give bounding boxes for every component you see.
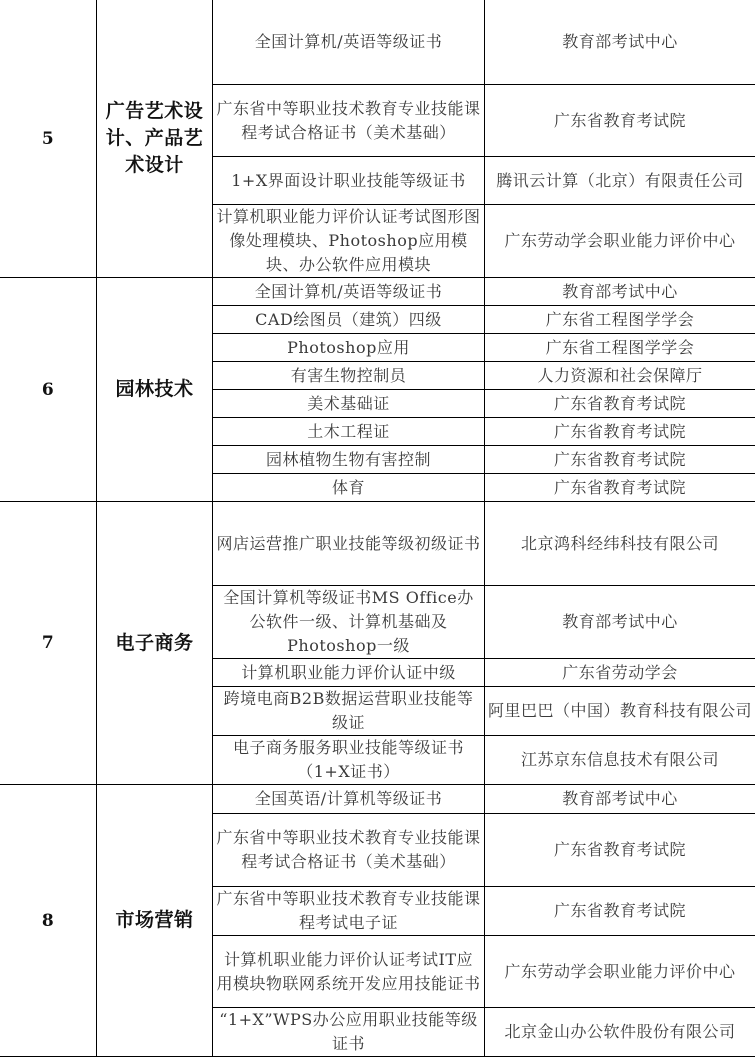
issuing-body: 教育部考试中心 bbox=[485, 586, 755, 659]
certificate-name: 网店运营推广职业技能等级初级证书 bbox=[213, 502, 485, 586]
issuing-body: 教育部考试中心 bbox=[485, 785, 755, 814]
issuing-body: 江苏京东信息技术有限公司 bbox=[485, 736, 755, 785]
certificate-name: “1+X”WPS办公应用职业技能等级证书 bbox=[213, 1008, 485, 1057]
certificate-name: 全国计算机/英语等级证书 bbox=[213, 278, 485, 306]
issuing-body: 教育部考试中心 bbox=[485, 0, 755, 85]
table-row bbox=[0, 502, 755, 586]
issuing-body: 教育部考试中心 bbox=[485, 278, 755, 306]
certificate-name: 广东省中等职业技术教育专业技能课程考试合格证书（美术基础） bbox=[213, 814, 485, 887]
issuing-body: 阿里巴巴（中国）教育科技有限公司 bbox=[485, 687, 755, 736]
certificate-name: 美术基础证 bbox=[213, 390, 485, 418]
group-number: 7 bbox=[0, 502, 97, 785]
issuing-body: 广东省劳动学会 bbox=[485, 659, 755, 687]
issuing-body: 广东省工程图学学会 bbox=[485, 306, 755, 334]
certificate-name: 计算机职业能力评价认证考试图形图像处理模块、Photoshop应用模块、办公软件应用模块 bbox=[213, 205, 485, 278]
certificate-name: Photoshop应用 bbox=[213, 334, 485, 362]
major-name: 市场营销 bbox=[97, 785, 213, 1057]
table-row bbox=[0, 785, 755, 814]
issuing-body: 人力资源和社会保障厅 bbox=[485, 362, 755, 390]
certificate-name: 体育 bbox=[213, 474, 485, 502]
issuing-body: 广东省教育考试院 bbox=[485, 474, 755, 502]
certificate-name: 跨境电商B2B数据运营职业技能等级证 bbox=[213, 687, 485, 736]
group-number: 5 bbox=[0, 0, 97, 278]
group-number: 6 bbox=[0, 278, 97, 502]
table-row bbox=[0, 278, 755, 306]
major-name: 电子商务 bbox=[97, 502, 213, 785]
certificate-name: 电子商务服务职业技能等级证书（1+X证书） bbox=[213, 736, 485, 785]
table-row bbox=[0, 0, 755, 85]
major-name: 广告艺术设计、产品艺术设计 bbox=[97, 0, 213, 278]
group-number: 8 bbox=[0, 785, 97, 1057]
major-name: 园林技术 bbox=[97, 278, 213, 502]
issuing-body: 广东劳动学会职业能力评价中心 bbox=[485, 205, 755, 278]
certificate-name: 广东省中等职业技术教育专业技能课程考试电子证 bbox=[213, 887, 485, 936]
certificate-name: 广东省中等职业技术教育专业技能课程考试合格证书（美术基础） bbox=[213, 85, 485, 157]
certificate-name: CAD绘图员（建筑）四级 bbox=[213, 306, 485, 334]
issuing-body: 广东省教育考试院 bbox=[485, 85, 755, 157]
issuing-body: 广东省工程图学学会 bbox=[485, 334, 755, 362]
certificate-name: 土木工程证 bbox=[213, 418, 485, 446]
issuing-body: 广东省教育考试院 bbox=[485, 390, 755, 418]
certificate-name: 全国计算机/英语等级证书 bbox=[213, 0, 485, 85]
certificate-name: 有害生物控制员 bbox=[213, 362, 485, 390]
issuing-body: 广东省教育考试院 bbox=[485, 446, 755, 474]
issuing-body: 广东劳动学会职业能力评价中心 bbox=[485, 936, 755, 1008]
certificate-name: 1+X界面设计职业技能等级证书 bbox=[213, 157, 485, 205]
issuing-body: 北京金山办公软件股份有限公司 bbox=[485, 1008, 755, 1057]
certificate-name: 计算机职业能力评价认证中级 bbox=[213, 659, 485, 687]
issuing-body: 北京鸿科经纬科技有限公司 bbox=[485, 502, 755, 586]
certificate-name: 全国英语/计算机等级证书 bbox=[213, 785, 485, 814]
issuing-body: 广东省教育考试院 bbox=[485, 887, 755, 936]
issuing-body: 腾讯云计算（北京）有限责任公司 bbox=[485, 157, 755, 205]
certificate-name: 计算机职业能力评价认证考试IT应用模块物联网系统开发应用技能证书 bbox=[213, 936, 485, 1008]
certificate-name: 园林植物生物有害控制 bbox=[213, 446, 485, 474]
issuing-body: 广东省教育考试院 bbox=[485, 418, 755, 446]
issuing-body: 广东省教育考试院 bbox=[485, 814, 755, 887]
certificate-name: 全国计算机等级证书MS Office办公软件一级、计算机基础及Photoshop一级 bbox=[213, 586, 485, 659]
